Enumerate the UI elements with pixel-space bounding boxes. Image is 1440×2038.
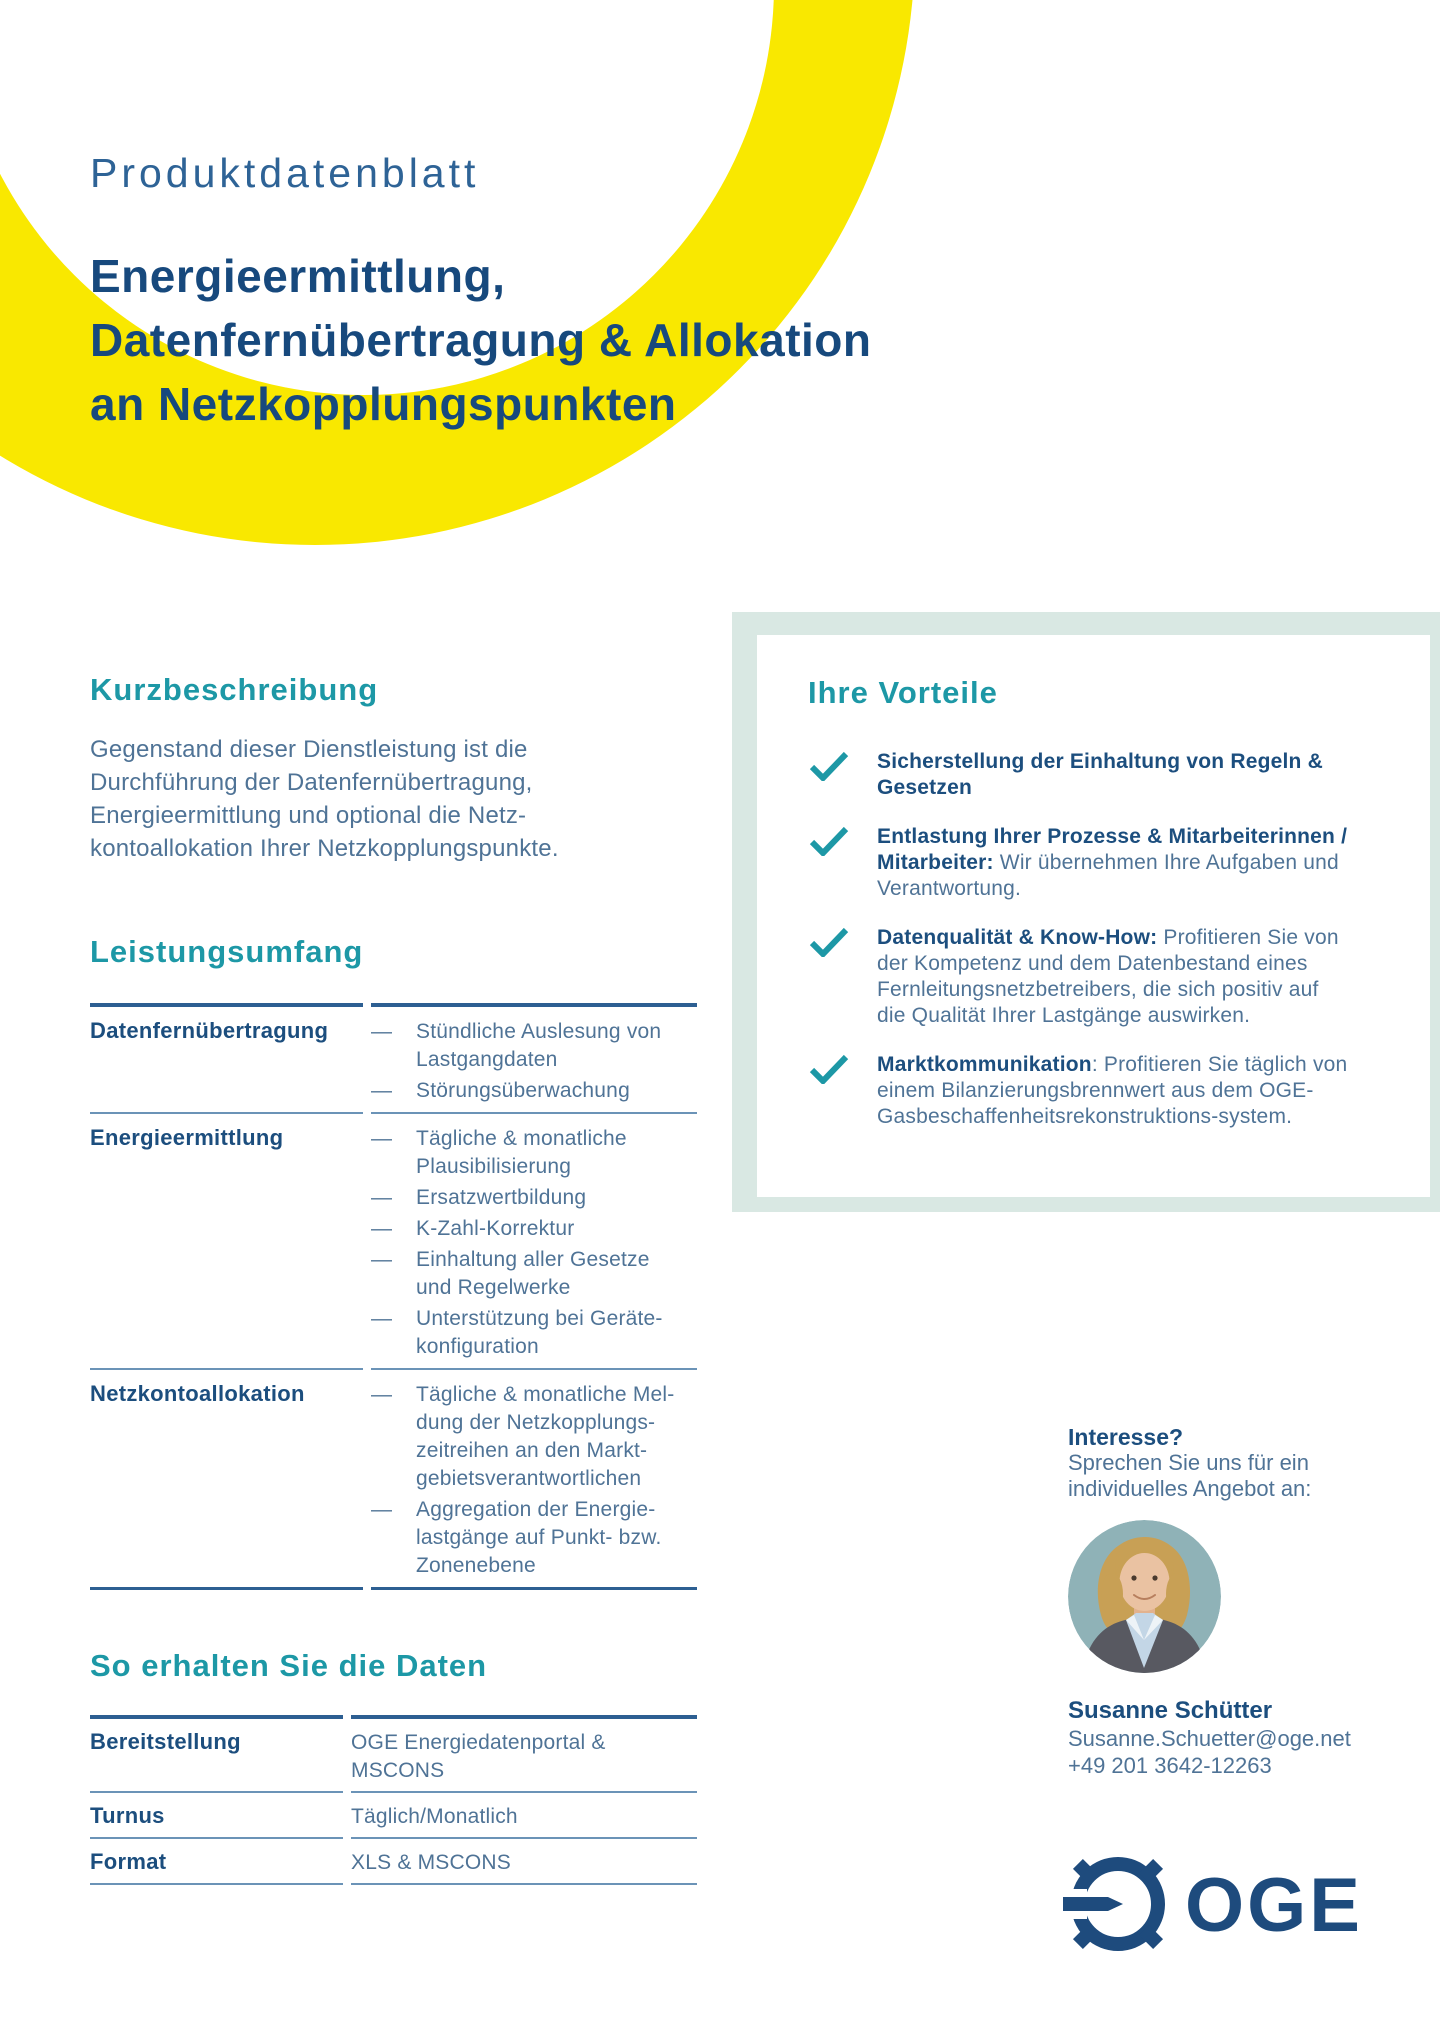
- title-line-1: Energieermittlung,: [90, 250, 506, 302]
- table-bottom-rule: [90, 1587, 697, 1590]
- row-value: XLS & MSCONS: [351, 1851, 511, 1874]
- table-row-items-cell: [371, 1368, 697, 1587]
- item-text: K-Zahl-Korrektur: [416, 1217, 575, 1240]
- table-row-label-cell: [90, 1837, 343, 1883]
- item-text: Ersatzwertbildung: [416, 1186, 587, 1209]
- item-text: Aggregation der Energie- lastgänge auf Punkt- bzw. Zonenebene: [416, 1498, 662, 1577]
- table-row: [90, 1112, 697, 1368]
- section-heading-so-erhalten: So erhalten Sie die Daten: [90, 1648, 488, 1683]
- benefit-item: [808, 925, 1430, 1029]
- paragraph-line: Durchführung der Datenfernübertragung,: [90, 769, 533, 796]
- item-text: Tägliche & monatliche Plausibilisierung: [416, 1127, 627, 1178]
- contact-name: Susanne Schütter: [1068, 1697, 1273, 1724]
- table-row-label-cell: [90, 1003, 363, 1112]
- table-row: [90, 1791, 697, 1837]
- dash-bullet: —: [371, 1079, 392, 1102]
- benefit-text: Sicherstellung der Einhaltung von Regeln & Gesetzen: [877, 750, 1323, 799]
- benefits-panel: [732, 612, 1440, 1212]
- item-text: Störungsüberwachung: [416, 1079, 630, 1102]
- contact-heading: Interesse?: [1068, 1424, 1184, 1450]
- page-title: [90, 244, 872, 436]
- dash-bullet: —: [371, 1248, 392, 1271]
- checkmark-icon: [808, 1054, 850, 1084]
- section-heading-leistungsumfang: Leistungsumfang: [90, 934, 364, 969]
- table-row-label-cell: [90, 1791, 343, 1837]
- list-item: [371, 1305, 697, 1361]
- list-item: [371, 1381, 697, 1493]
- row-label: Turnus: [90, 1803, 165, 1828]
- oge-logo-mark: [1063, 1847, 1363, 1961]
- datenbezug-table: [90, 1715, 697, 1885]
- paragraph-line: Energieermittlung und optional die Netz-: [90, 802, 527, 829]
- list-item: [371, 1018, 697, 1074]
- checkmark-icon: [808, 927, 850, 957]
- dash-bullet: —: [371, 1020, 392, 1043]
- table-row-value-cell: [351, 1837, 697, 1883]
- section-heading-kurzbeschreibung: Kurzbeschreibung: [90, 672, 379, 707]
- benefit-item: [808, 749, 1430, 801]
- row-label: Datenfernübertragung: [90, 1018, 329, 1043]
- contact-portrait-photo: [1068, 1520, 1221, 1673]
- table-row-value-cell: [351, 1715, 697, 1791]
- list-item: [371, 1496, 697, 1580]
- table-row-label-cell: [90, 1715, 343, 1791]
- item-text: Stündliche Auslesung von Lastgangdaten: [416, 1020, 662, 1071]
- dash-bullet: —: [371, 1186, 392, 1209]
- list-item: [371, 1077, 697, 1105]
- leistungsumfang-table: [90, 1003, 697, 1590]
- table-row: [90, 1715, 697, 1791]
- benefits-panel-inner: [757, 635, 1430, 1197]
- title-line-2: Datenfernübertragung & Allokation: [90, 314, 872, 366]
- table-row: [90, 1837, 697, 1883]
- contact-line: individuelles Angebot an:: [1068, 1476, 1312, 1501]
- benefit-text: Marktkommunikation: Profitieren Sie täglich von einem Bilanzierungsbrennwert aus dem OGE-Gasbeschaffenheitsrekonstruktions-system.: [877, 1053, 1348, 1128]
- document-kicker: Produktdatenblatt: [90, 150, 480, 196]
- table-row-items-cell: [371, 1112, 697, 1368]
- list-item: [371, 1215, 697, 1243]
- title-line-3: an Netzkopplungspunkten: [90, 378, 677, 430]
- section-heading-ihre-vorteile: Ihre Vorteile: [808, 675, 998, 710]
- contact-block: [1068, 1424, 1413, 1779]
- oge-logo-text: OGE: [1185, 1863, 1363, 1948]
- benefit-item: [808, 824, 1430, 902]
- portrait-avatar: [1068, 1520, 1221, 1673]
- item-text: Tägliche & monatliche Mel- dung der Netzkopplungs- zeitreihen an den Markt- gebietsverantwortlichen: [416, 1383, 675, 1490]
- dash-bullet: —: [371, 1383, 392, 1406]
- oge-logo: [1063, 1847, 1363, 1966]
- row-value: OGE Energiedatenportal & MSCONS: [351, 1731, 606, 1782]
- contact-phone: +49 201 3642-12263: [1068, 1753, 1272, 1778]
- row-label: Bereitstellung: [90, 1729, 241, 1754]
- benefit-item: [808, 1052, 1430, 1130]
- checkmark-icon: [808, 826, 850, 856]
- dash-bullet: —: [371, 1217, 392, 1240]
- row-label: Energieermittlung: [90, 1125, 284, 1150]
- table-row-label-cell: [90, 1112, 363, 1368]
- kurzbeschreibung-paragraph: [90, 733, 559, 865]
- table-row: [90, 1368, 697, 1587]
- row-value: Täglich/Monatlich: [351, 1805, 518, 1828]
- benefits-list: [808, 749, 1430, 1130]
- table-row-label-cell: [90, 1368, 363, 1587]
- item-text: Einhaltung aller Gesetze und Regelwerke: [416, 1248, 650, 1299]
- contact-line: Sprechen Sie uns für ein: [1068, 1450, 1309, 1475]
- list-item: [371, 1246, 697, 1302]
- benefit-text: Entlastung Ihrer Prozesse & Mitarbeiterinnen / Mitarbeiter: Wir übernehmen Ihre Aufgaben und Verantwortung.: [877, 825, 1348, 900]
- dash-bullet: —: [371, 1127, 392, 1150]
- list-item: [371, 1125, 697, 1181]
- row-label: Format: [90, 1849, 167, 1874]
- item-text: Unterstützung bei Geräte- konfiguration: [416, 1307, 663, 1358]
- contact-email: Susanne.Schuetter@oge.net: [1068, 1726, 1351, 1751]
- paragraph-line: Gegenstand dieser Dienstleistung ist die: [90, 736, 528, 763]
- list-item: [371, 1184, 697, 1212]
- checkmark-icon: [808, 751, 850, 781]
- row-label: Netzkontoallokation: [90, 1381, 305, 1406]
- paragraph-line: kontoallokation Ihrer Netzkopplungspunkte.: [90, 835, 559, 862]
- dash-bullet: —: [371, 1498, 392, 1521]
- dash-bullet: —: [371, 1307, 392, 1330]
- table-row-value-cell: [351, 1791, 697, 1837]
- table-row: [90, 1003, 697, 1112]
- table-bottom-rule: [90, 1883, 697, 1885]
- table-row-items-cell: [371, 1003, 697, 1112]
- benefit-text: Datenqualität & Know-How: Profitieren Sie von der Kompetenz und dem Datenbestand eines Fernleitungsnetzbetreibers, die sich positiv auf die Qualität Ihrer Lastgänge auswirken.: [877, 926, 1339, 1027]
